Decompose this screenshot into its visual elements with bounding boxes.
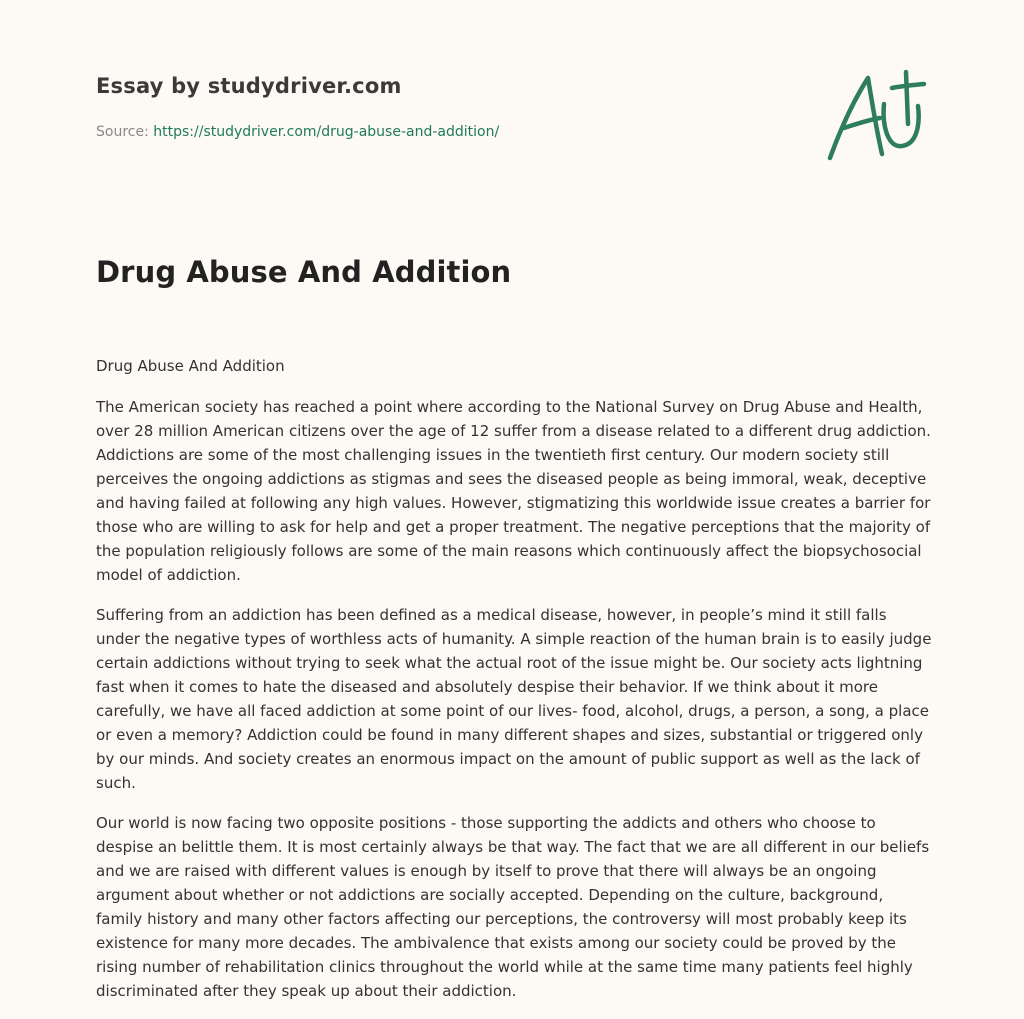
source-link[interactable]: https://studydriver.com/drug-abuse-and-addition/ [153,124,500,140]
essay-subtitle: Drug Abuse And Addition [96,357,285,375]
essay-title: Drug Abuse And Addition [96,255,512,289]
essay-body [96,354,934,1019]
source-label: Source: [96,124,149,140]
a-plus-logo [822,66,930,166]
essay-paragraph: Suffering from an addiction has been defined as a medical disease, however, in people’s mind it still falls under the negative types of worthless acts of humanity. A simple reaction of the human brain is to easily judge certain addictions without trying to seek what the actual root of the issue might be. Our society acts lightning fast when it comes to hate the diseased and absolutely despise their behavior. If we think about it more carefully, we have all faced addiction at some point of our lives- food, alcohol, drugs, a person, a song, a place or even a memory? Addiction could be found in many different shapes and sizes, substantial or triggered only by our minds. And society creates an enormous impact on the amount of public support as well as the lack of such. [96,606,932,792]
source-line [96,124,499,140]
essay-paragraph: Our world is now facing two opposite positions - those supporting the addicts and others who choose to despise an belittle them. It is most certainly always be that way. The fact that we are all different in our beliefs and we are raised with different values is enough by itself to prove that there will always be an ongoing argument about whether or not addictions are socially accepted. Depending on the culture, background, family history and many other factors affecting our perceptions, the controversy will most probably keep its existence for many more decades. The ambivalence that exists among our society could be proved by the rising number of rehabilitation clinics throughout the world while at the same time many patients feel highly discriminated after they speak up about their addiction. [96,814,930,1000]
essay-paragraph: The American society has reached a point where according to the National Survey on Drug Abuse and Health, over 28 million American citizens over the age of 12 suffer from a disease related to a different drug addiction. Addictions are some of the most challenging issues in the twentieth first century. Our modern society still perceives the ongoing addictions as stigmas and sees the diseased people as being immoral, weak, deceptive and having failed at following any high values. However, stigmatizing this worldwide issue creates a barrier for those who are willing to ask for help and get a proper treatment. The negative perceptions that the majority of the population religiously follows are some of the main reasons which continuously affect the biopsychosocial model of addiction. [96,398,931,584]
a-plus-icon [822,66,930,166]
site-brand: Essay by studydriver.com [96,74,402,98]
